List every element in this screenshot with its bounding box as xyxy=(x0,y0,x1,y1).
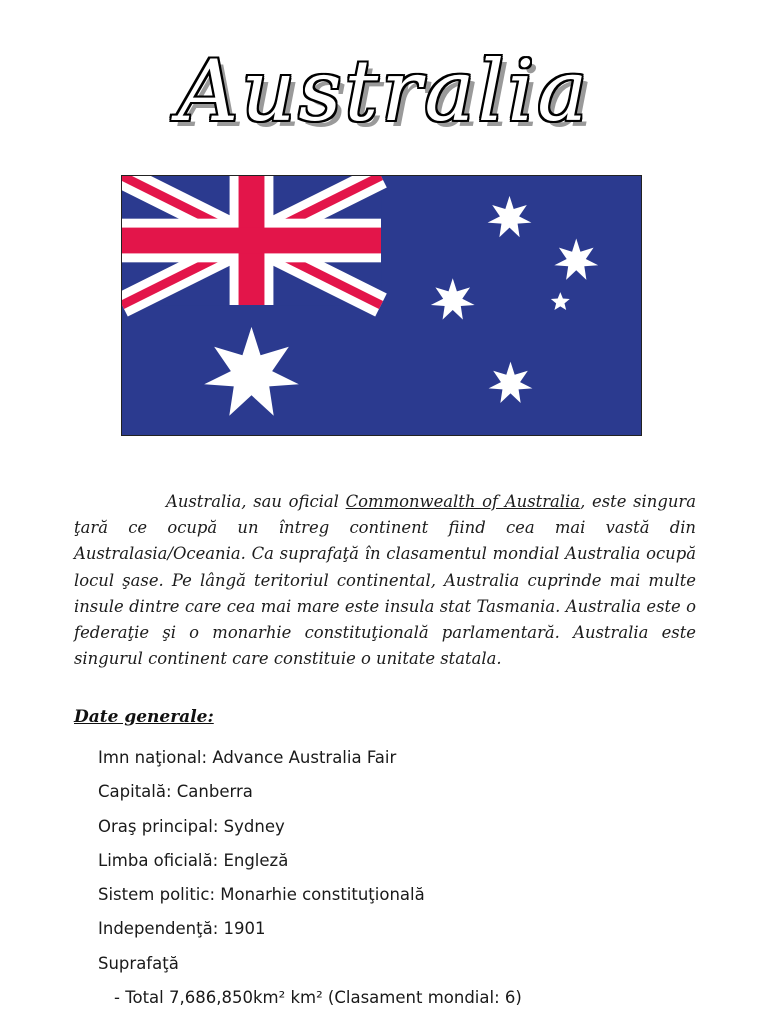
fact-label: Suprafaţă xyxy=(98,953,179,973)
fact-area-total xyxy=(98,986,522,1020)
fact-label: - Total xyxy=(114,988,169,1008)
australian-flag-image xyxy=(121,175,642,436)
fact-main-city xyxy=(98,815,522,849)
fact-official-language xyxy=(98,849,522,883)
australian-flag-icon xyxy=(122,176,641,435)
fact-political-system xyxy=(98,883,522,917)
fact-capital xyxy=(98,780,522,814)
fact-label: Sistem politic: xyxy=(98,885,221,905)
fact-value: Canberra xyxy=(176,782,253,802)
fact-value: Engleză xyxy=(223,850,289,870)
general-facts-list xyxy=(98,746,522,1020)
fact-label: Oraş principal: xyxy=(98,816,224,836)
fact-area xyxy=(98,952,522,986)
intro-paragraph xyxy=(74,489,696,672)
fact-label: Imn naţional: xyxy=(98,748,213,767)
fact-value: Sydney xyxy=(223,816,285,836)
fact-value: 7,686,850km² km² (Clasament mondial: 6) xyxy=(168,988,522,1008)
fact-value: 1901 xyxy=(223,919,266,939)
intro-text-rest: , este singura ţară ce ocupă un întreg continent fiind cea mai vastă din Australasia/Oceania. Ca suprafaţă în clasamentul mondial Australia ocupă locul şase. Pe lângă teritoriul continental, Australia cuprinde mai multe insule dintre care cea mai mare este insula stat Tasmania. Australia este o federaţie şi o monarhie constituţională parlamentară. Australia este singurul continent care constituie o unitate statala. xyxy=(74,492,696,669)
page-title: Australia xyxy=(177,42,591,140)
fact-label: Independenţă: xyxy=(98,919,224,939)
fact-value: Monarhie constituţională xyxy=(220,885,425,905)
fact-value: Advance Australia Fair xyxy=(212,748,397,767)
section-heading-general-data: Date generale: xyxy=(74,707,214,727)
commonwealth-link[interactable]: Commonwealth of Australia xyxy=(345,492,581,511)
fact-independence xyxy=(98,917,522,951)
fact-anthem xyxy=(98,746,522,780)
fact-label: Capitală: xyxy=(98,782,177,802)
fact-label: Limba oficială: xyxy=(98,850,224,870)
intro-text-start: Australia, sau oficial xyxy=(166,492,346,511)
